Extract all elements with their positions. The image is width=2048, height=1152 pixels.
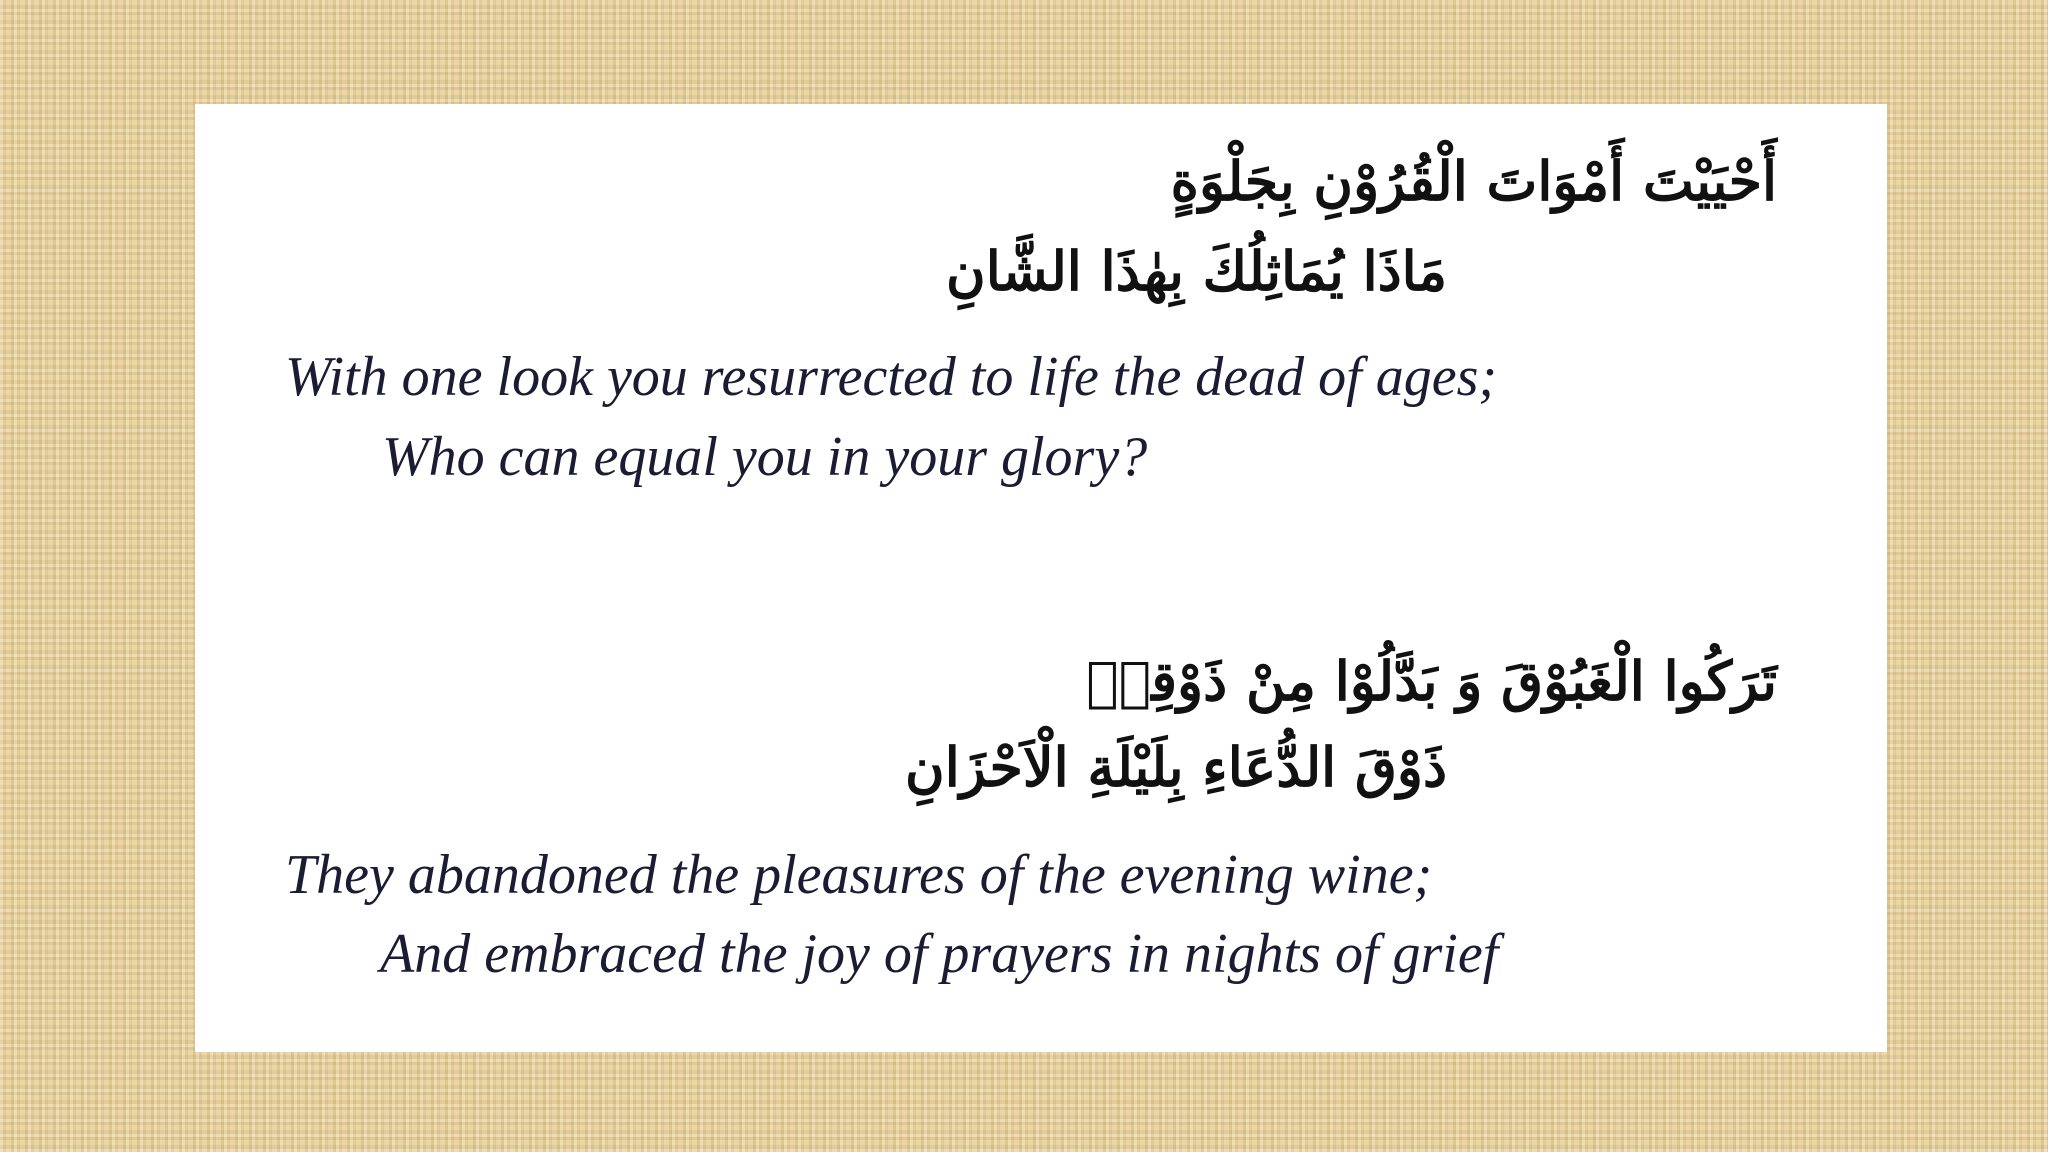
- verse-2-english-line-1: They abandoned the pleasures of the evening wine;: [285, 844, 1433, 906]
- verse-2-arabic-line-2: ذَوْقَ الدُّعَاءِ بِلَيْلَةِ الْاَحْزَانِ: [905, 735, 1447, 799]
- poem-card: [195, 104, 1887, 1052]
- verse-2-arabic-line-1: تَرَكُوا الْغَبُوْقَ وَ بَدَّلُوْا مِنْ ذَوْقِهٖ: [1086, 649, 1777, 713]
- verse-2-english-line-2: And embraced the joy of prayers in nights of grief: [380, 923, 1499, 985]
- verse-1-english-line-2: Who can equal you in your glory?: [382, 426, 1148, 488]
- verse-1-english-line-1: With one look you resurrected to life the dead of ages;: [285, 346, 1498, 408]
- verse-1-arabic-line-1: أَحْيَيْتَ أَمْوَاتَ الْقُرُوْنِ بِجَلْوَةٍ: [1170, 149, 1777, 213]
- verse-1-arabic-line-2: مَاذَا يُمَاثِلُكَ بِهٰذَا الشَّانِ: [946, 239, 1447, 303]
